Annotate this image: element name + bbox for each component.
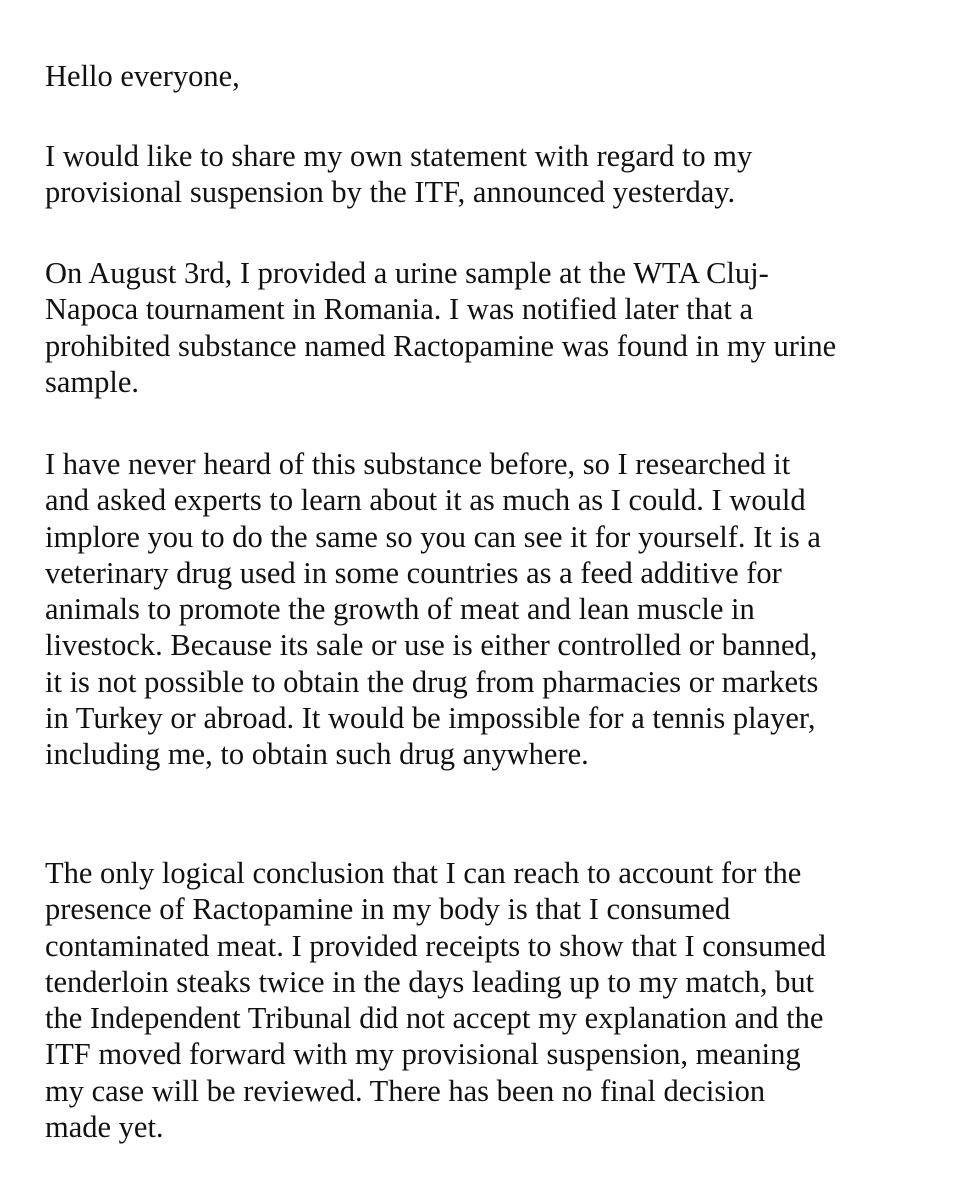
- paragraph-line: presence of Ractopamine in my body is that I consumed: [45, 892, 731, 927]
- paragraph-line: the Independent Tribunal did not accept my explanation and the: [45, 1001, 824, 1036]
- paragraph-line: my case will be reviewed. There has been no final decision: [45, 1073, 766, 1108]
- paragraph-line: implore you to do the same so you can see it for yourself. It is a: [45, 519, 821, 554]
- paragraph-line: in Turkey or abroad. It would be impossible for a tennis player,: [45, 701, 816, 736]
- conclusion-paragraph: [45, 855, 945, 1145]
- paragraph-line: it is not possible to obtain the drug from pharmacies or markets: [45, 664, 819, 699]
- paragraph-line: animals to promote the growth of meat and lean muscle in: [45, 592, 755, 627]
- paragraph-line: made yet.: [45, 1110, 164, 1145]
- paragraph-line: and asked experts to learn about it as much as I could. I would: [45, 483, 806, 518]
- paragraph-line: livestock. Because its sale or use is either controlled or banned,: [45, 628, 818, 663]
- paragraph-line: The only logical conclusion that I can reach to account for the: [45, 856, 802, 890]
- paragraph-line: On August 3rd, I provided a urine sample at the WTA Cluj-: [45, 256, 769, 290]
- paragraph-line: veterinary drug used in some countries as a feed additive for: [45, 555, 782, 590]
- paragraph-line: sample.: [45, 364, 140, 399]
- paragraph-line: Hello everyone,: [45, 59, 240, 93]
- paragraph-line: contaminated meat. I provided receipts to show that I consumed: [45, 928, 826, 963]
- greeting-paragraph: [45, 58, 945, 94]
- paragraph-line: provisional suspension by the ITF, announced yesterday.: [45, 175, 736, 210]
- paragraph-line: Napoca tournament in Romania. I was notified later that a: [45, 292, 754, 327]
- substance-paragraph: [45, 446, 945, 773]
- paragraph-line: including me, to obtain such drug anywhere.: [45, 737, 589, 772]
- paragraph-line: I would like to share my own statement with regard to my: [45, 139, 753, 173]
- intro-paragraph: [45, 138, 945, 211]
- sample-paragraph: [45, 255, 945, 400]
- paragraph-line: ITF moved forward with my provisional suspension, meaning: [45, 1037, 801, 1072]
- paragraph-line: prohibited substance named Ractopamine was found in my urine: [45, 328, 837, 363]
- paragraph-line: I have never heard of this substance before, so I researched it: [45, 447, 791, 481]
- paragraph-line: tenderloin steaks twice in the days leading up to my match, but: [45, 964, 815, 999]
